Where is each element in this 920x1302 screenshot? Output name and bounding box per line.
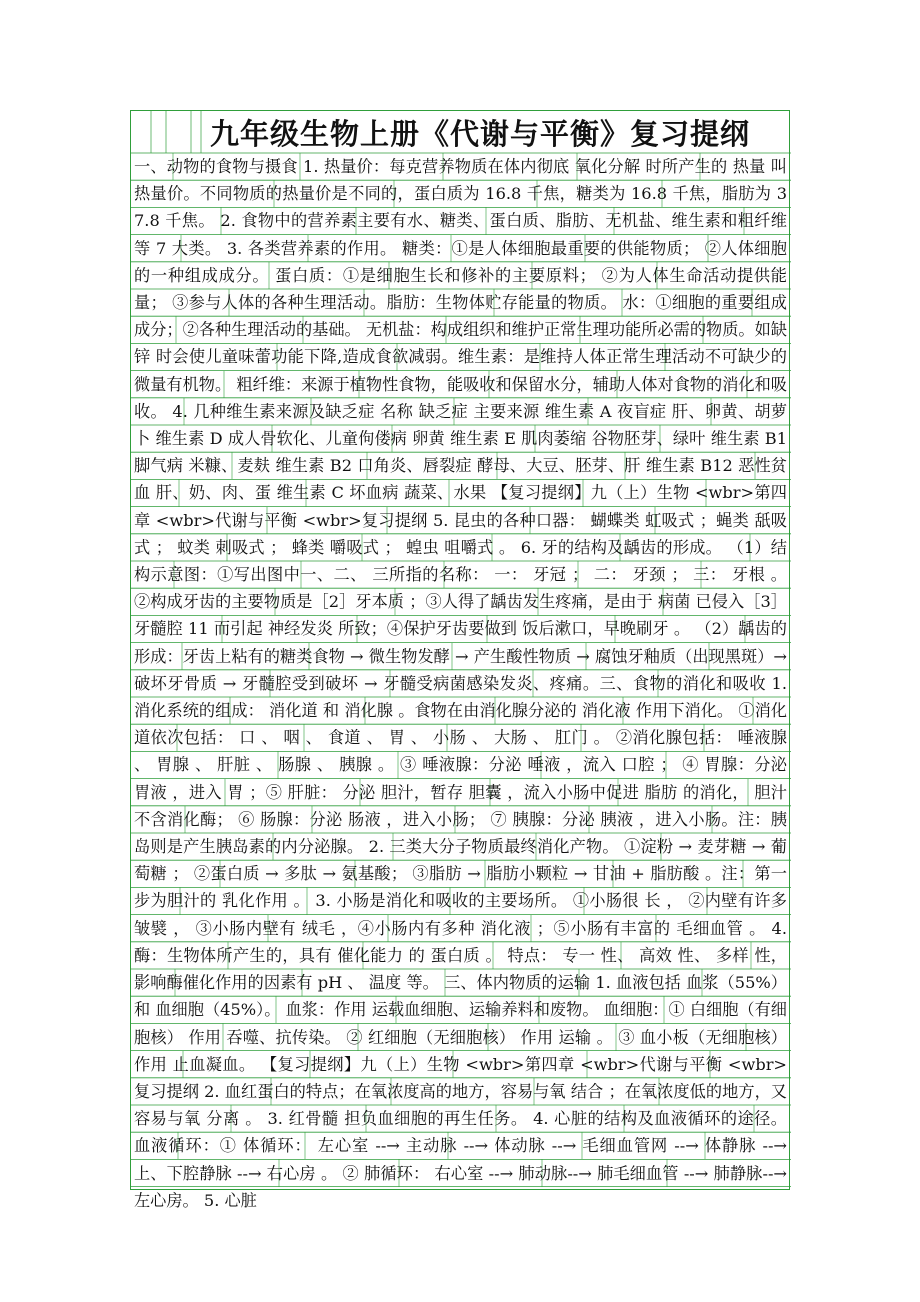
body-text: 一、动物的食物与摄食 1. 热量价：每克营养物质在体内彻底 氧化分解 时所产生的 热量 叫热量价。不同物质的热量价是不同的，蛋白质为 16.8 千焦，糖类为 16.8 千焦，脂肪为 37.8 千焦。 2. 食物中的营养素主要有水、糖类、蛋白质、脂肪、无机盐、维生素和粗纤维等 7 大类。 3. 各类营养素的作用。 糖类：①是人体细胞最重要的供能物质； ②人体细胞的一种组成成分。 蛋白质：①是细胞生长和修补的主要原料； ②为人体生命活动提供能量； ③参与人体的各种生理活动。脂肪：生物体贮存能量的物质。 水：①细胞的重要组成成分；②各种生理活动的基础。 无机盐：构成组织和维护正常生理功能所必需的物质。如缺 锌 时会使儿童味蕾功能下降,造成食欲减弱。维生素：是维持人体正常生理活动不可缺少的微量有机物。 粗纤维：来源于植物性食物，能吸收和保留水分，辅助人体对食物的消化和吸收。 4. 几种维生素来源及缺乏症 名称 缺乏症 主要来源 维生素 A 夜盲症 肝、卵黄、胡萝卜 维生素 D 成人骨软化、儿童佝偻病 卵黄 维生素 E 肌肉萎缩 谷物胚芽、绿叶 维生素 B1 脚气病 米糠、麦麸 维生素 B2 口角炎、唇裂症 酵母、大豆、胚芽、肝 维生素 B12 恶性贫血 肝、奶、肉、蛋 维生素 C 坏血病 蔬菜、水果 【复习提纲】九（上）生物 <wbr>第四章 <wbr>代谢与平衡 <wbr>复习提纲 5. 昆虫的各种口器： 蝴蝶类 虹吸式 ；蝇类 舐吸式 ； 蚊类 刺吸式 ； 蜂类 嚼吸式 ； 蝗虫 咀嚼式 。 6. 牙的结构及龋齿的形成。 （1）结构示意图：①写出图中一、二、 三所指的名称： 一： 牙冠 ； 二： 牙颈 ； 三： 牙根 。 ②构成牙齿的主要物质是［2］牙本质 ；③人得了龋齿发生疼痛，是由于 病菌 已侵入［3］牙髓腔 11 而引起 神经发炎 所致；④保护牙齿要做到 饭后漱口，早晚刷牙 。 （2）龋齿的形成：牙齿上粘有的糖类食物 → 微生物发酵 → 产生酸性物质 → 腐蚀牙釉质（出现黑斑）→ 破坏牙骨质 → 牙髓腔受到破坏 → 牙髓受病菌感染发炎、疼痛。三、食物的消化和吸收 1. 消化系统的组成： 消化道 和 消化腺 。食物在由消化腺分泌的 消化液 作用下消化。 ①消化道依次包括： 口 、 咽 、 食道 、 胃 、 小肠 、 大肠 、 肛门 。 ②消化腺包括： 唾液腺 、 胃腺 、 肝脏 、 肠腺 、 胰腺 。 ③ 唾液腺：分泌 唾液 ，流入 口腔 ； ④ 胃腺：分泌 胃液 ，进入 胃 ；⑤ 肝脏： 分泌 胆汁，暂存 胆囊 ，流入小肠中促进 脂肪 的消化， 胆汁不含消化酶； ⑥ 肠腺：分泌 肠液 ，进入小肠； ⑦ 胰腺：分泌 胰液 ，进入小肠。注：胰岛则是产生胰岛素的内分泌腺。 2. 三类大分子物质最终消化产物。 ①淀粉 → 麦芽糖 → 葡萄糖 ； ②蛋白质 → 多肽 → 氨基酸； ③脂肪 → 脂肪小颗粒 → 甘油 + 脂肪酸 。注：第一步为胆汁的 乳化作用 。 3. 小肠是消化和吸收的主要场所。 ①小肠很 长 ， ②内壁有许多 皱襞 ， ③小肠内壁有 绒毛 ，④小肠内有多种 消化液 ；⑤小肠有丰富的 毛细血管 。 4. 酶：生物体所产生的，具有 催化能力 的 蛋白质 。 特点： 专一 性、 高效 性、 多样 性，影响酶催化作用的因素有 pH 、 温度 等。 三、体内物质的运输 1. 血液包括 血浆（55%）和 血细胞（45%）。 血浆：作用 运载血细胞、运输养料和废物。 血细胞：① 白细胞（有细胞核） 作用 吞噬、抗传染。 ② 红细胞（无细胞核） 作用 运输 。 ③ 血小板（无细胞核） 作用 止血凝血。 【复习提纲】九（上）生物 <wbr>第四章 <wbr>代谢与平衡 <wbr>复习提纲 2. 血红蛋白的特点；在氧浓度高的地方，容易与氧 结合 ；在氧浓度低的地方，又容易与氧 分离 。 3. 红骨髓 担负血细胞的再生任务。 4. 心脏的结构及血液循环的途径。 血液循环：① 体循环： 左心室 --→ 主动脉 --→ 体动脉 --→ 毛细血管网 --→ 体静脉 --→ 上、下腔静脉 --→ 右心房 。 ② 肺循环： 右心室 --→ 肺动脉--→ 肺毛细血管 --→ 肺静脉--→ 左心房。 5. 心脏 [134,157,787,1210]
page-title: 九年级生物上册《代谢与平衡》复习提纲 [209,117,750,151]
document-sheet [130,110,790,1210]
